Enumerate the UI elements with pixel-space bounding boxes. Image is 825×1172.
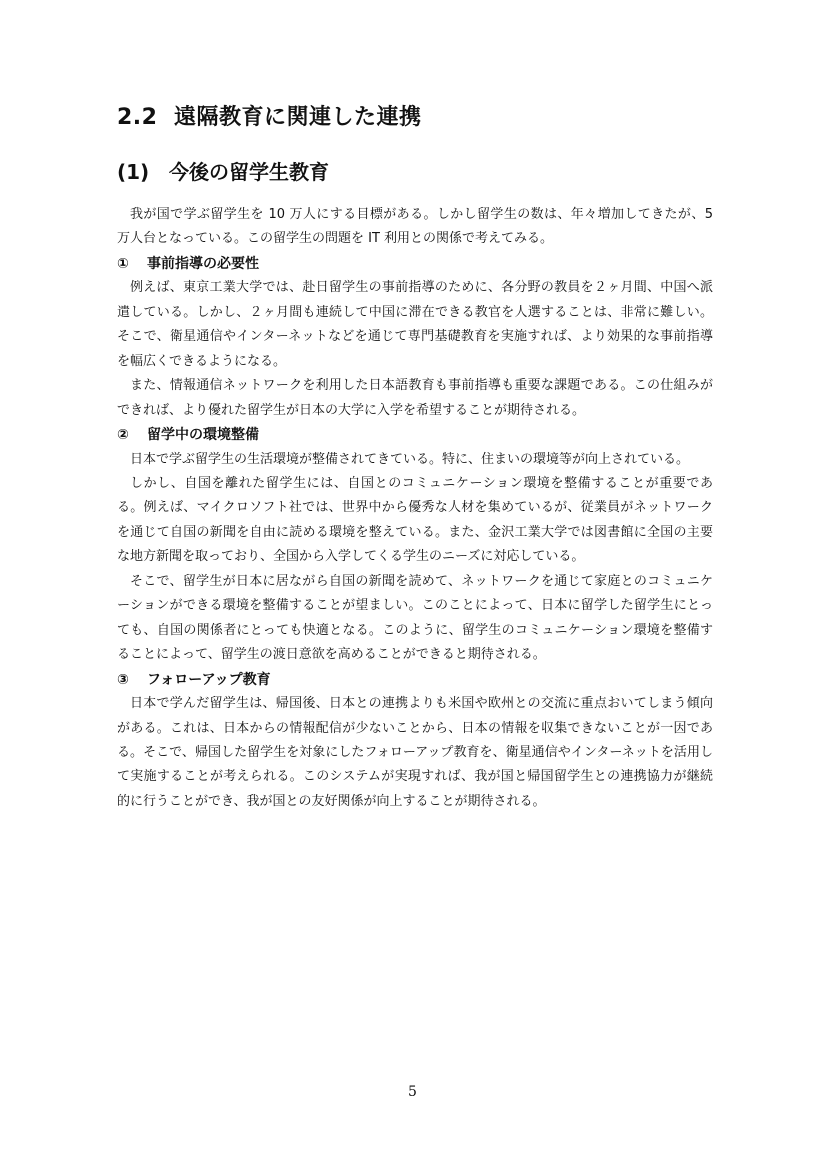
page-number: 5 xyxy=(408,1084,417,1100)
subsection-heading xyxy=(117,156,329,185)
intro-paragraph: 我が国で学ぶ留学生を 10 万人にする目標がある。しかし留学生の数は、年々増加してきたが、5 万人台となっている。この留学生の問題を IT 利用との関係で考えてみる。 xyxy=(117,207,713,247)
topic-heading-1 xyxy=(117,252,713,276)
topic-title-2: 留学中の環境整備 xyxy=(147,427,259,444)
topic-number-1: ① xyxy=(117,255,129,272)
paragraph: また、情報通信ネットワークを利用した日本語教育も事前指導も重要な課題である。この仕組みができれば、より優れた留学生が日本の大学に入学を希望することが期待される。 xyxy=(117,378,713,418)
section-number: 2.2 xyxy=(117,105,158,130)
topic-number-2: ② xyxy=(117,427,129,444)
topic-heading-2 xyxy=(117,423,713,447)
paragraph: 日本で学んだ留学生は、帰国後、日本との連携よりも米国や欧州との交流に重点おいてしまう傾向がある。これは、日本からの情報配信が少ないことから、日本の情報を収集できないことが一因である。そこで、帰国した留学生を対象にしたフォローアップ教育を、衛星通信やインターネットを活用して実施することが考えられる。このシステムが実現すれば、我が国と帰国留学生との連携協力が継続的に行うことができ、我が国との友好関係が向上することが期待される。 xyxy=(117,696,713,809)
topic-number-3: ③ xyxy=(117,671,129,688)
paragraph: しかし、自国を離れた留学生には、自国とのコミュニケーション環境を整備することが重要である。例えば、マイクロソフト社では、世界中から優秀な人材を集めているが、従業員がネットワークを通じて自国の新聞を自由に読める環境を整えている。また、金沢工業大学では図書館に全国の主要な地方新聞を取っており、全国から入学してくる学生のニーズに対応している。 xyxy=(117,475,713,565)
section-title: 遠隔教育に関連した連携 xyxy=(174,105,422,130)
subsection-title: 今後の留学生教育 xyxy=(169,160,329,184)
topic-title-1: 事前指導の必要性 xyxy=(147,255,259,272)
paragraph: 例えば、東京工業大学では、赴日留学生の事前指導のために、各分野の教員を２ヶ月間、中国へ派遣している。しかし、２ヶ月間も連続して中国に滞在できる教官を人選することは、非常に難しい。そこで、衛星通信やインターネットなどを通じて専門基礎教育を実施すれば、より効果的な事前指導を幅広くできるようになる。 xyxy=(117,280,713,369)
paragraph: 日本で学ぶ留学生の生活環境が整備されてきている。特に、住まいの環境等が向上されている。 xyxy=(130,451,690,467)
topic-heading-3 xyxy=(117,668,713,692)
subsection-number: (1) xyxy=(117,160,150,184)
topic-title-3: フォローアップ教育 xyxy=(147,671,271,688)
section-heading xyxy=(117,100,422,131)
body-text xyxy=(117,203,713,814)
paragraph: そこで、留学生が日本に居ながら自国の新聞を読めて、ネットワークを通じて家庭とのコミュニケーションができる環境を整備することが望ましい。このことによって、日本に留学した留学生にとっても、自国の関係者にとっても快適となる。このように、留学生のコミュニケーション環境を整備することによって、留学生の渡日意欲を高めることができると期待される。 xyxy=(117,573,713,663)
